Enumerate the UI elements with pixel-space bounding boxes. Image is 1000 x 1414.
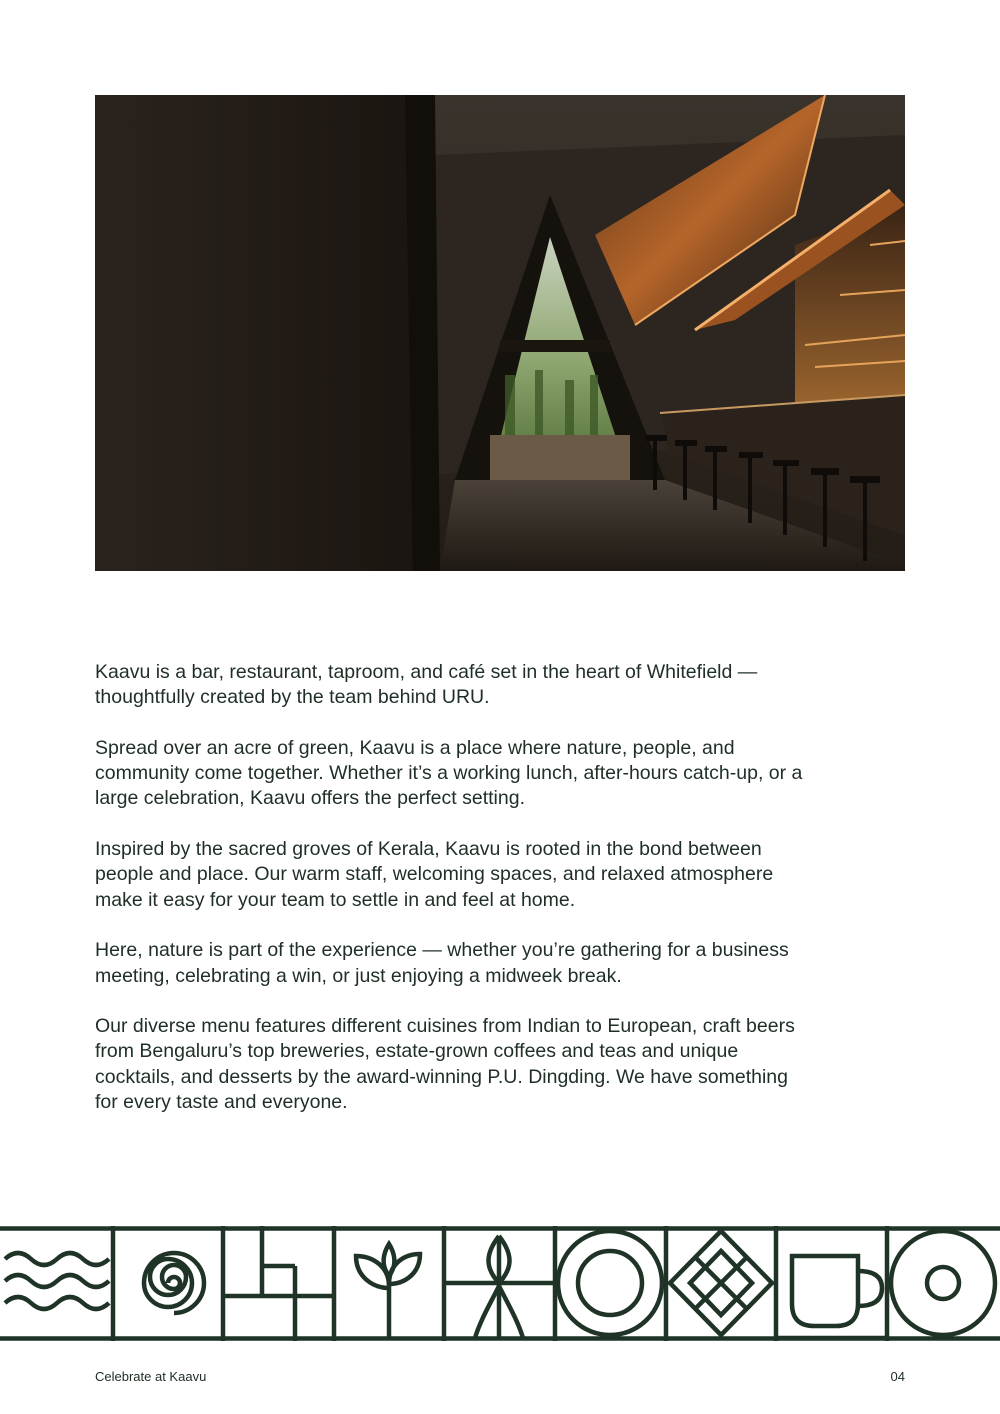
sprout-icon xyxy=(356,1244,420,1338)
waves-icon xyxy=(5,1253,109,1309)
pattern-band xyxy=(0,1226,1000,1341)
footer-title: Celebrate at Kaavu xyxy=(95,1369,207,1384)
hero-photo xyxy=(95,95,905,571)
spiral-icon xyxy=(144,1253,204,1313)
tree-icon xyxy=(444,1236,555,1338)
paragraph-inspiration: Inspired by the sacred groves of Kerala, Kaavu is rooted in the bond between people and place. Our warm staff, welcoming spaces, and relaxed atmosphere make it easy for your team to settle in and feel at home. xyxy=(95,838,774,911)
paragraph-nature: Here, nature is part of the experience — whether you’re gathering for a business meeting, celebrating a win, or just enjoying a midweek break. xyxy=(95,939,789,987)
ring-icon xyxy=(891,1231,995,1335)
circle-icon xyxy=(558,1231,662,1335)
paragraph-menu: Our diverse menu features different cuisines from Indian to European, craft beers from Bengaluru’s top breweries, estate-grown coffees and teas and unique cocktails, and desserts by the award-winning P.U. Dingding. We have something for every taste and everyone. xyxy=(95,1015,795,1114)
page-number: 04 xyxy=(890,1369,905,1384)
lattice-icon xyxy=(670,1231,772,1335)
intro-text xyxy=(95,660,910,1141)
paragraph-space: Spread over an acre of green, Kaavu is a place where nature, people, and community come together. Whether it’s a working lunch, after-hours catch-up, or a large celebration, Kaavu offers the perfect setting. xyxy=(95,736,803,810)
cup-icon xyxy=(776,1256,887,1338)
paragraph-intro: Kaavu is a bar, restaurant, taproom, and café set in the heart of Whitefield — thoughtfully created by the team behind URU. xyxy=(95,661,758,709)
blocks-icon xyxy=(223,1226,334,1341)
